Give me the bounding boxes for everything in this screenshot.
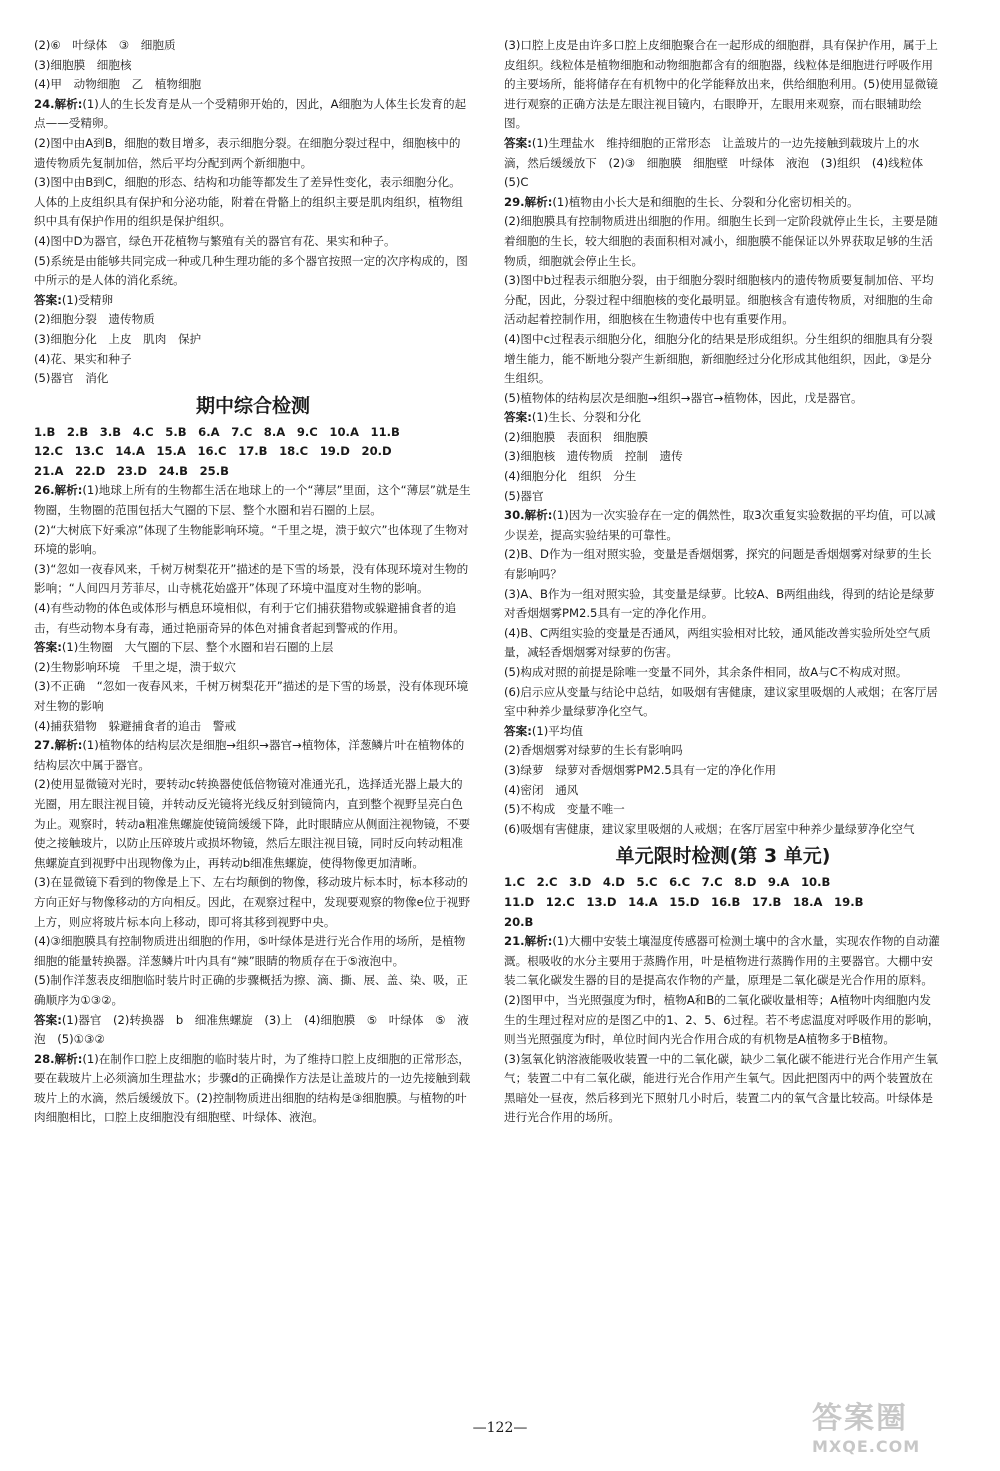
analysis-label: 解析: (524, 194, 553, 209)
analysis-text: (4)有些动物的体色或体形与栖息环境相似，有利于它们捕获猎物或躲避捕食者的追击，有些动物本身有毒，通过艳丽奇异的体色对捕食者起到警戒的作用。 (34, 601, 457, 635)
analysis-label: 解析: (54, 738, 83, 753)
analysis-text: (2)使用显微镜对光时，要转动c转换器使低倍物镜对准通光孔，选择适光器上最大的光圈，用左眼注视目镜，并转动反光镜将光线反射到镜筒内，直到整个视野呈亮白色为止。观察时，转动a粗准焦螺旋使镜筒缓缓下降，此时眼睛应从侧面注视物镜，不要使之接触玻片，以防止压碎玻片或损坏物镜，然后左眼注视目镜，同时反向转动粗准焦螺旋直到视野中出现物像为止，再转动b细准焦螺旋，使得物像更加清晰。 (34, 777, 471, 870)
answer-label: 答案: (504, 410, 532, 425)
analysis-text: (2)细胞膜具有控制物质进出细胞的作用。细胞生长到一定阶段就停止生长，主要是随着细胞的生长，较大细胞的表面积相对减小，细胞膜不能保证以外界获取足够的生活物质，细胞就会停止生长。 (504, 214, 938, 268)
analysis-text: (5)系统是由能够共同完成一种或几种生理功能的多个器官按照一定的次序构成的，图中所示的是人体的消化系统。 (34, 253, 468, 288)
analysis-text: (3)氢氧化钠溶液能吸收装置一中的二氧化碳，缺少二氧化碳不能进行光合作用产生氧气；装置二中有二氧化碳，能进行光合作用产生氧气。因此把图丙中的两个装置放在黑暗处一昼夜，然后移到光下照射几小时后，装置二内的氧气含量比较高。叶绿体是进行光合作用的场所。 (504, 1051, 938, 1125)
analysis-text: (2)“大树底下好乘凉”体现了生物能影响环境。“千里之堤，溃于蚁穴”也体现了生物对环境的影响。 (34, 522, 469, 557)
analysis-text: (1)植物体的结构层次是细胞→组织→器官→植物体，洋葱鳞片叶在植物体的结构层次中属于器官。 (34, 738, 465, 772)
answer-text: (1)受精卵 (61, 292, 114, 307)
analysis-text: (3)图中b过程表示细胞分裂，由于细胞分裂时细胞核内的遗传物质要复制加倍、平均分配，因此，分裂过程中细胞核的变化最明显。细胞核含有遗传物质，对细胞的生命活动起着控制作用，细胞核在生物遗传中也有重要作用。 (504, 273, 934, 327)
answer-text: (3)细胞核 遗传物质 控制 遗传 (504, 449, 683, 464)
analysis-text: (4)图中c过程表示细胞分化，细胞分化的结果是形成组织。分生组织的细胞具有分裂增生能力，能不断地分裂产生新细胞，新细胞经过分化形成其他组织，因此，③是分生组织。 (504, 331, 933, 386)
answer-label: 答案: (504, 723, 532, 738)
choice-answers: 11.D 12.C 13.D 14.A 15.D 16.B 17.B 18.A 19.B (504, 894, 864, 909)
question-27 (34, 736, 472, 1050)
choice-answers: 21.A 22.D 23.D 24.B 25.B (34, 463, 229, 478)
analysis-text: (1)地球上所有的生物都生活在地球上的一个“薄层”里面，这个“薄层”就是生物圈，生物圈的范围包括大气圈的下层、整个水圈和岩石圈的上层。 (34, 483, 471, 518)
analysis-text: (4)图中D为器官，绿色开花植物与繁殖有关的器官有花、果实和种子。 (34, 233, 396, 248)
analysis-text: (3)图中由B到C，细胞的形态、结构和功能等都发生了差异性变化，表示细胞分化。人体的上皮组织具有保护和分泌功能，附着在骨骼上的组织主要是肌肉组织，植物组织中具有保护作用的组织是保护组织。 (34, 175, 463, 229)
question-number: 29. (504, 194, 525, 209)
choice-answers: 1.B 2.B 3.B 4.C 5.B 6.A 7.C 8.A 9.C 10.A 11.B (34, 424, 400, 439)
answer-text: (5)器官 消化 (34, 371, 109, 386)
question-number: 27. (34, 738, 55, 753)
watermark-text: 答案圈 (812, 1401, 908, 1436)
question-number: 24. (34, 96, 55, 111)
analysis-text: (1)人的生长发育是从一个受精卵开始的，因此，A细胞为人体生长发育的起点——受精卵。 (34, 96, 467, 131)
page-number: —122— (472, 1420, 528, 1436)
answer-text: (2)生物影响环境 千里之堤，溃于蚁穴 (34, 659, 236, 674)
choice-answers: 20.B (504, 914, 534, 929)
analysis-text: (4)B、C两组实验的变量是否通风，两组实验相对比较，通风能改善实验所处空气质量，减轻香烟烟雾对绿萝的伤害。 (504, 625, 931, 660)
analysis-text: (1)植物由小长大是和细胞的生长、分裂和分化密切相关的。 (552, 194, 859, 209)
question-number: 21. (504, 934, 525, 949)
answer-text: (4)花、果实和种子 (34, 351, 132, 366)
analysis-text: (3)在显微镜下看到的物像是上下、左右均颠倒的物像，移动玻片标本时，标本移动的方向正好与物像移动的方向相反。因此，在观察过程中，发现要观察的物像e位于视野上方，则应将玻片标本向上移动，即可将其移到视野中央。 (34, 875, 471, 929)
section-title: 单元限时检测(第 3 单元) (615, 845, 831, 868)
answer-text: (3)细胞分化 上皮 肌肉 保护 (34, 331, 202, 346)
answer-text: (1)平均值 (531, 723, 584, 738)
question-number: 30. (504, 508, 525, 523)
analysis-label: 解析: (54, 1051, 83, 1066)
analysis-text: (1)大棚中安装土壤湿度传感器可检测土壤中的含水量，实现农作物的自动灌溉。根吸收的水分主要用于蒸腾作用，叶是植物进行蒸腾作用的主要器官。大棚中安装二氧化碳发生器的目的是提高农作物的产量，原理是二氧化碳是光合作用的原料。 (504, 934, 940, 988)
answer-text: (1)器官 (2)转换器 b 细准焦螺旋 (3)上 (4)细胞膜 ⑤ 叶绿体 ⑤ 液泡 (5)①③② (34, 1012, 469, 1047)
analysis-text: (1)在制作口腔上皮细胞的临时装片时，为了维持口腔上皮细胞的正常形态，要在载玻片上必须滴加生理盐水；步骤d的正确操作方法是让盖玻片的一边先接触到载玻片上的水滴，然后缓缓放下。(2)控制物质进出细胞的结构是③细胞膜。与植物的叶肉细胞相比，口腔上皮细胞没有细胞壁、叶绿体、液泡。 (34, 1051, 471, 1125)
answer-label: 答案: (34, 292, 62, 307)
choice-answers: 12.C 13.C 14.A 15.A 16.C 17.B 18.C 19.D 20.D (34, 444, 392, 459)
analysis-text: (5)制作洋葱表皮细胞临时装片时正确的步骤概括为擦、滴、撕、展、盖、染、吸，正确顺序为①③②。 (34, 973, 468, 1007)
answer-text: (1)生长、分裂和分化 (531, 410, 642, 425)
question-26 (34, 481, 472, 736)
analysis-text: (2)图中由A到B，细胞的数目增多，表示细胞分裂。在细胞分裂过程中，细胞核中的遗传物质先复制加倍，然后平均分配到两个新细胞中。 (34, 135, 461, 170)
analysis-text: (3)A、B作为一组对照实验，其变量是绿萝。比较A、B两组曲线，得到的结论是绿萝对香烟烟雾PM2.5具有一定的净化作用。 (504, 586, 935, 621)
answer-text: (4)密闭 通风 (504, 782, 579, 797)
section-title: 期中综合检测 (195, 394, 310, 417)
question-21 (504, 932, 942, 1128)
analysis-label: 解析: (524, 508, 553, 523)
analysis-text: (1)因为一次实验存在一定的偶然性，取3次重复实验数据的平均值，可以减少误差，提高实验结果的可靠性。 (504, 508, 936, 542)
question-number: 28. (34, 1051, 55, 1066)
answer-text: (3)绿萝 绿萝对香烟烟雾PM2.5具有一定的净化作用 (504, 762, 777, 777)
analysis-text: (4)③细胞膜具有控制物质进出细胞的作用，⑤叶绿体是进行光合作用的场所，是植物细胞的能量转换器。洋葱鳞片叶内具有“辣”眼睛的物质存在于⑤液泡中。 (34, 934, 466, 968)
question-28 (34, 1050, 472, 1128)
answer-text: (3)不正确 “忽如一夜春风来，千树万树梨花开”描述的是下雪的场景，没有体现环境对生物的影响 (34, 679, 469, 713)
right-column (504, 36, 942, 1128)
question-30 (504, 506, 942, 839)
answer-line: (3)细胞膜 细胞核 (34, 57, 132, 72)
analysis-text: (2)B、D作为一组对照实验，变量是香烟烟雾，探究的问题是香烟烟雾对绿萝的生长有影响吗？ (504, 547, 932, 582)
analysis-text: (2)图甲中，当光照强度为f时，植物A和B的二氧化碳收量相等；A植物叶肉细胞内发生的生理过程对应的是图乙中的1、2、5、6过程。若不考虑温度对呼吸作用的影响，则当光照强度为f时，单位时间内光合作用合成的有机物是A植物多于B植物。 (504, 992, 940, 1047)
question-29 (504, 193, 942, 507)
answer-text: (4)捕获猎物 躲避捕食者的追击 警戒 (34, 718, 236, 733)
left-column (34, 36, 472, 1128)
answer-line: (4)甲 动物细胞 乙 植物细胞 (34, 77, 202, 92)
answer-label: 答案: (34, 1012, 62, 1027)
answer-label: 答案: (504, 135, 532, 150)
answer-text: (2)细胞分裂 遗传物质 (34, 312, 155, 327)
watermark-url: MXQE.COM (812, 1437, 921, 1456)
watermark-logo (812, 1393, 982, 1459)
choice-answers: 1.C 2.C 3.D 4.D 5.C 6.C 7.C 8.D 9.A 10.B (504, 875, 831, 890)
question-number: 26. (34, 483, 55, 498)
analysis-label: 解析: (54, 96, 83, 111)
analysis-text: (6)启示应从变量与结论中总结，如吸烟有害健康，建议家里吸烟的人戒烟；在客厅居室中种养少量绿萝净化空气。 (504, 684, 938, 719)
answer-text: (5)不构成 变量不唯一 (504, 802, 625, 817)
answer-text: (5)器官 (504, 488, 544, 503)
analysis-label: 解析: (54, 483, 83, 498)
question-24 (34, 95, 472, 389)
analysis-text: (5)构成对照的前提是除唯一变量不同外，其余条件相同，故A与C不构成对照。 (504, 665, 908, 679)
answer-text: (4)细胞分化 组织 分生 (504, 469, 637, 484)
answer-text: (6)吸烟有害健康，建议家里吸烟的人戒烟；在客厅居室中种养少量绿萝净化空气 (504, 821, 915, 836)
analysis-text: (3)口腔上皮是由许多口腔上皮细胞聚合在一起形成的细胞群，具有保护作用，属于上皮组织。线粒体是植物细胞和动物细胞都含有的细胞器，线粒体是细胞进行呼吸作用的主要场所，能将储存在有机物中的化学能释放出来，供给细胞利用。(5)使用显微镜进行观察的正确方法是左眼注视目镜内，右眼睁开，左眼用来观察，而右眼辅助绘图。 (504, 38, 938, 131)
analysis-text: (3)“忽如一夜春风来，千树万树梨花开”描述的是下雪的场景，没有体现环境对生物的影响；“人间四月芳菲尽，山寺桃花始盛开”体现了环境中温度对生物的影响。 (34, 561, 469, 596)
answer-text: (2)细胞膜 表面积 细胞膜 (504, 429, 648, 444)
answer-text: (2)香烟烟雾对绿萝的生长有影响吗 (504, 743, 683, 758)
analysis-label: 解析: (524, 934, 553, 949)
answer-text: (1)生物圈 大气圈的下层、整个水圈和岩石圈的上层 (61, 640, 334, 655)
answer-line: (2)⑥ 叶绿体 ③ 细胞质 (34, 38, 176, 52)
answer-text: (1)生理盐水 维持细胞的正常形态 让盖玻片的一边先接触到载玻片上的水滴，然后缓缓放下 (2)③ 细胞膜 细胞壁 叶绿体 液泡 (3)组织 (4)线粒体 (5)C (504, 135, 935, 190)
analysis-text: (5)植物体的结构层次是细胞→组织→器官→植物体，因此，戊是器官。 (504, 390, 863, 405)
answer-label: 答案: (34, 640, 62, 655)
question-28-continued (504, 36, 942, 193)
